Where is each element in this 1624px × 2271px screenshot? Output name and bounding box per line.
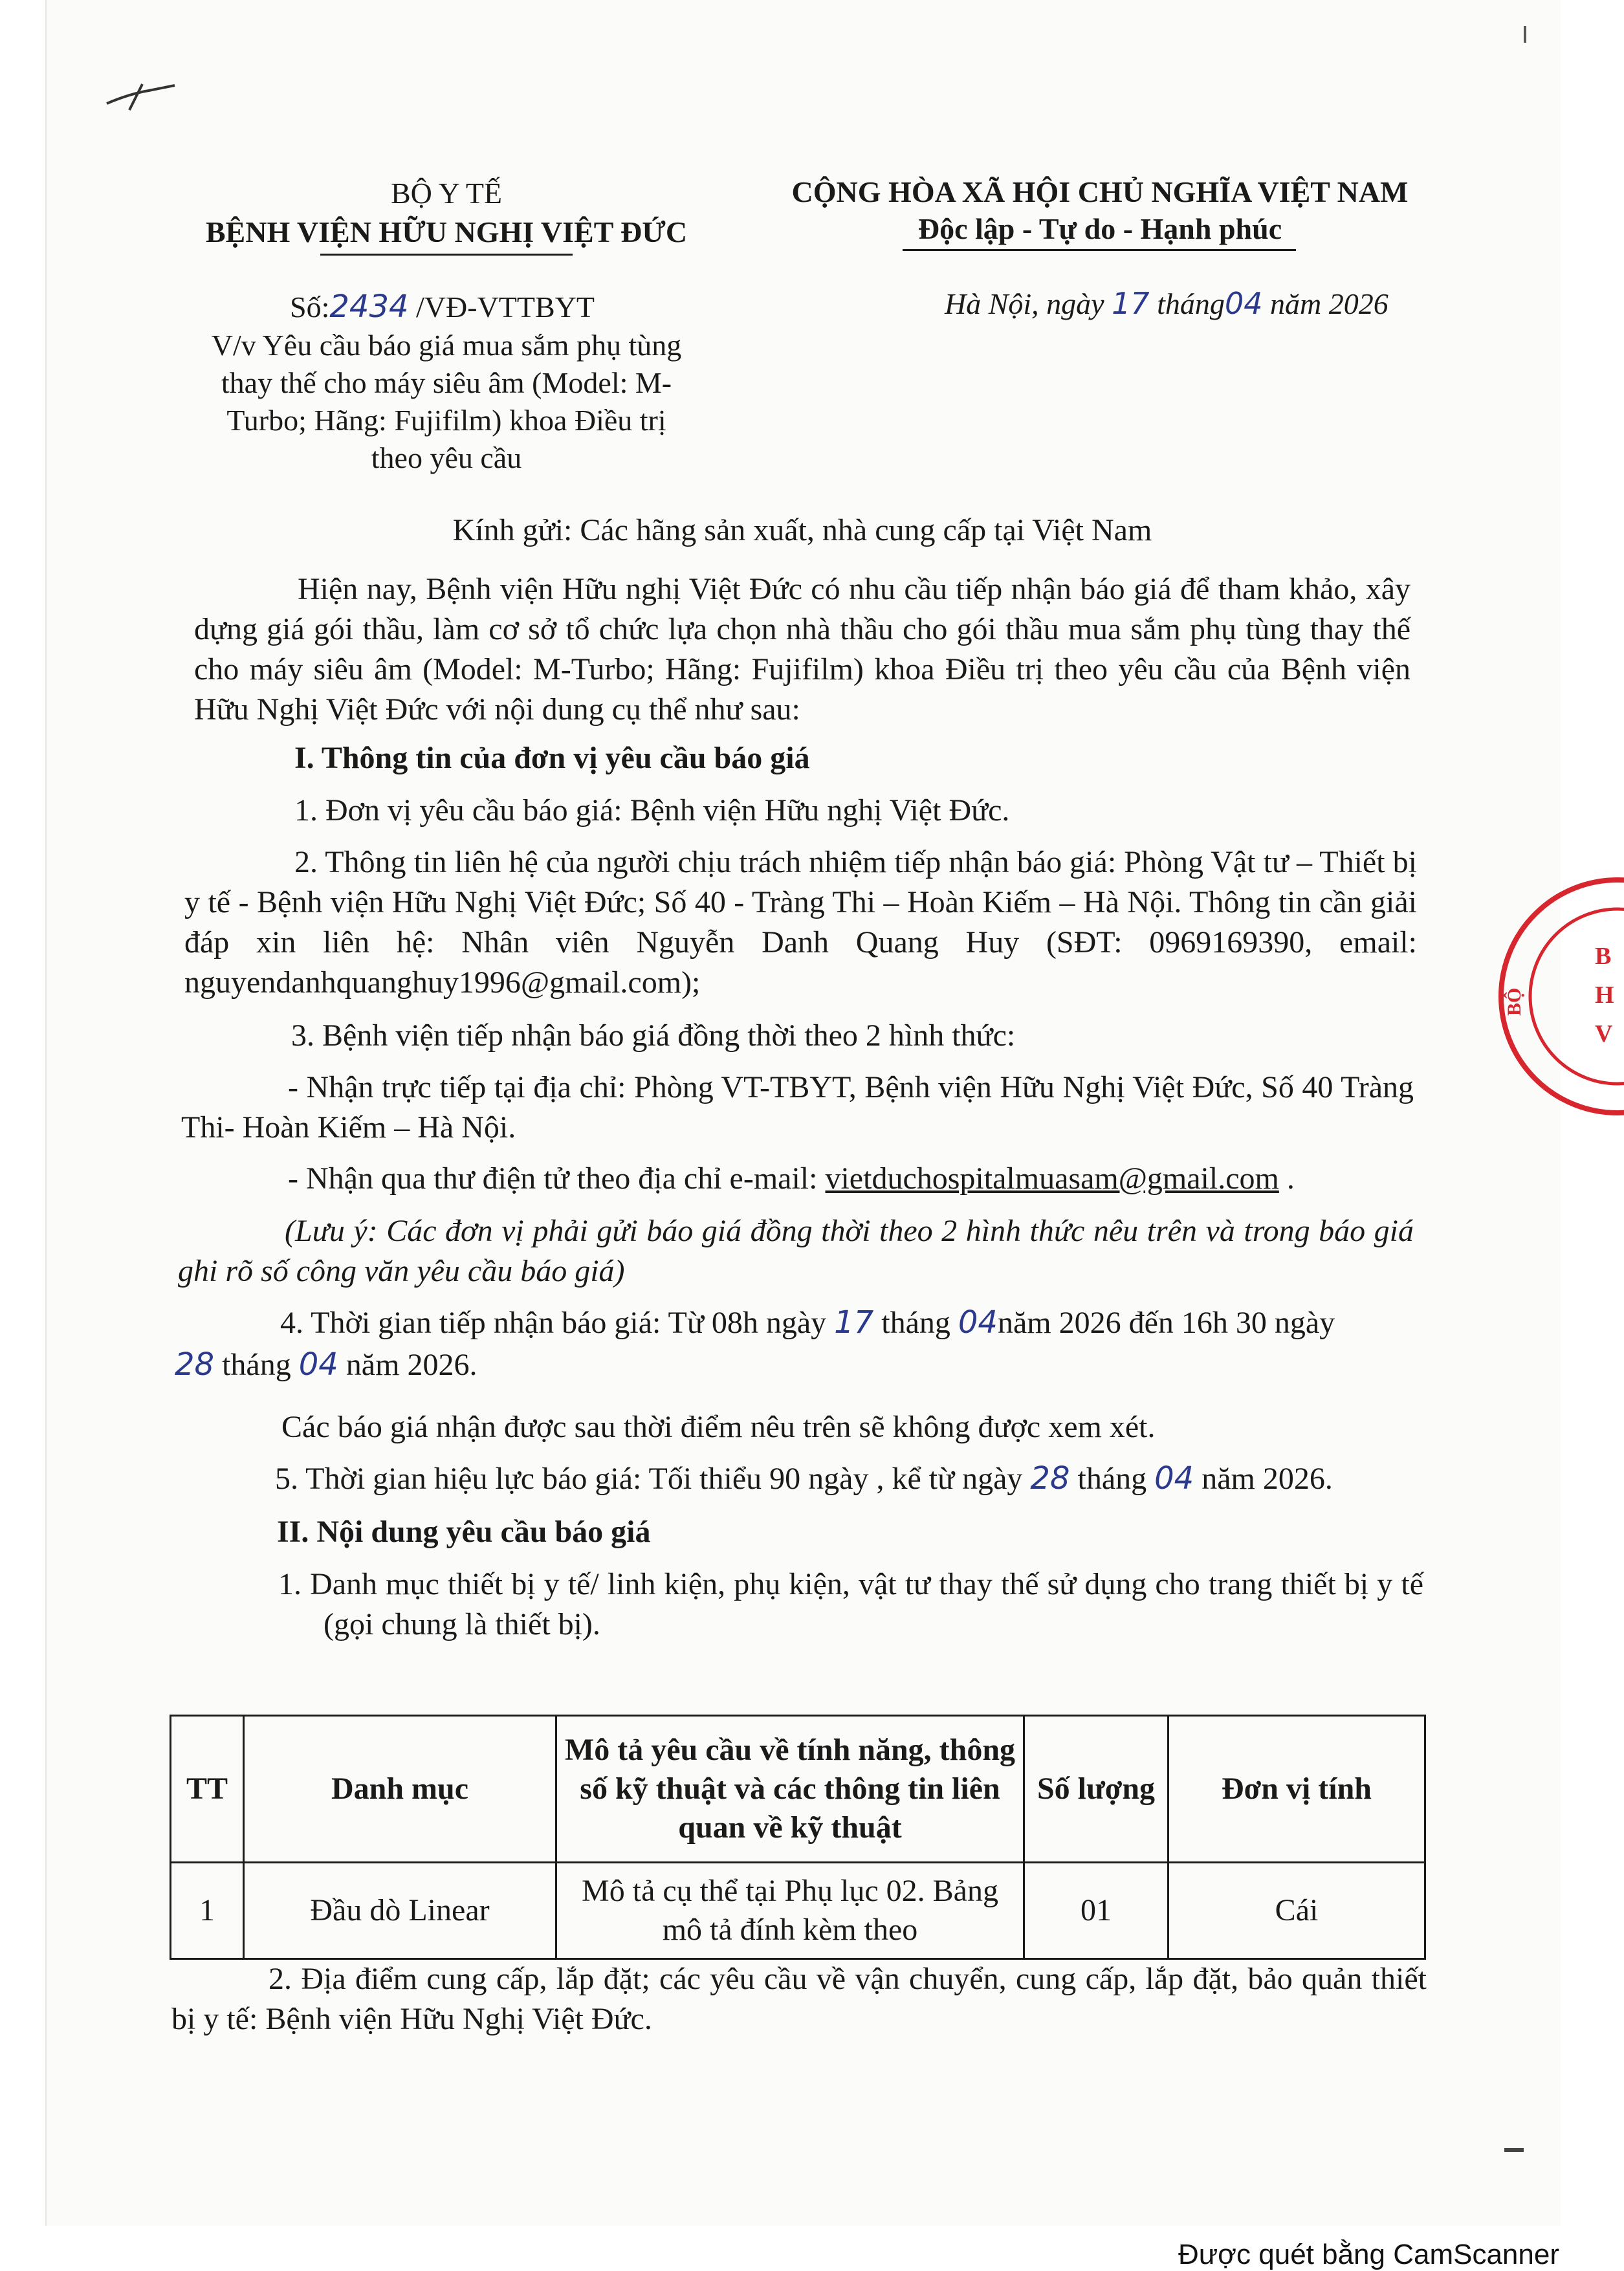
- intro-paragraph: Hiện nay, Bệnh viện Hữu nghị Việt Đức có nhu cầu tiếp nhận báo giá để tham khảo, xây dựng giá gói thầu, làm cơ sở tổ chức lựa chọn nhà thầu cho gói thầu mua sắm phụ tùng thay thế cho máy siêu âm (Model: M-Turbo; Hãng: Fujifilm) khoa Điều trị theo yêu cầu của Bệnh viện Hữu Nghị Việt Đức với nội dung cụ thể như sau:: [194, 572, 1410, 727]
- doc-no-suffix: /VĐ-VTTBYT: [416, 291, 595, 324]
- item4-day-end: 28: [175, 1346, 215, 1383]
- col-header-unit: Đơn vị tính: [1169, 1716, 1425, 1863]
- doc-no-prefix: Số:: [290, 291, 330, 324]
- date-day-handwritten: 17: [1112, 286, 1150, 321]
- handwritten-mark: [104, 71, 181, 116]
- svg-text:V: V: [1595, 1020, 1613, 1048]
- late-note: Các báo giá nhận được sau thời điểm nêu trên sẽ không được xem xét.: [281, 1410, 1156, 1444]
- section1-item1: 1. Đơn vị yêu cầu báo giá: Bệnh viện Hữu nghị Việt Đức.: [294, 793, 1010, 828]
- item4-text: tháng: [222, 1348, 291, 1382]
- subject-line: V/v Yêu cầu báo giá mua sắm phụ tùng: [211, 329, 682, 362]
- svg-text:H: H: [1595, 982, 1614, 1009]
- section1-item3b: [288, 1159, 1427, 1198]
- section1-item2: 2. Thông tin liên hệ của người chịu trách nhiệm tiếp nhận báo giá: Phòng Vật tư – Thiết bị y tế - Bệnh viện Hữu Nghị Việt Đức; Số 40 - Tràng Thi – Hoàn Kiếm – Hà Nội. Thông tin cần giải đáp xin liên hệ: Nhân viên Nguyễn Danh Quang Huy (SĐT: 0969169390, email: nguyendanhquanghuy1996@gmail.com);: [184, 845, 1417, 1000]
- cell-item: Đầu dò Linear: [244, 1863, 556, 1959]
- scan-speck: [1504, 2148, 1524, 2152]
- recipient: Kính gửi: Các hãng sản xuất, nhà cung cấp tại Việt Nam: [452, 513, 1152, 547]
- subject-line: Turbo; Hãng: Fujifilm) khoa Điều trị: [226, 404, 666, 437]
- scanner-watermark: Được quét bằng CamScanner: [1178, 2239, 1559, 2270]
- item5-day: 28: [1030, 1460, 1070, 1497]
- date-month-label: tháng: [1157, 287, 1225, 320]
- subject-line: thay thế cho máy siêu âm (Model: M-: [221, 366, 672, 399]
- item5-text: năm 2026.: [1202, 1462, 1333, 1496]
- email-suffix: .: [1286, 1161, 1295, 1196]
- item5-text: tháng: [1077, 1462, 1147, 1496]
- hospital-name-text: BỆNH VIỆN HỮU NGHỊ VIỆT ĐỨC: [205, 215, 688, 248]
- country-name: CỘNG HÒA XÃ HỘI CHỦ NGHĨA VIỆT NAM: [791, 175, 1409, 208]
- section1-item4: [175, 1302, 1420, 1386]
- item4-month-start: 04: [958, 1304, 998, 1341]
- section1-item3a: - Nhận trực tiếp tại địa chỉ: Phòng VT-TBYT, Bệnh viện Hữu Nghị Việt Đức, Số 40 Tràng Thi- Hoàn Kiếm – Hà Nội.: [181, 1070, 1414, 1145]
- doc-no-handwritten: 2434: [329, 289, 409, 325]
- ministry-name: BỘ Y TẾ: [390, 177, 503, 210]
- svg-text:B: B: [1595, 943, 1612, 970]
- col-header-item: Danh mục: [244, 1716, 556, 1863]
- subject-block: [162, 327, 731, 477]
- svg-text:BỘ: BỘ: [1504, 987, 1525, 1016]
- place-date: [945, 285, 1462, 323]
- col-header-tt: TT: [171, 1716, 244, 1863]
- col-header-quantity: Số lượng: [1024, 1716, 1169, 1863]
- cell-quantity: 01: [1024, 1863, 1169, 1959]
- item4-text: tháng: [881, 1306, 950, 1340]
- section2-heading: II. Nội dung yêu cầu báo giá: [277, 1515, 651, 1549]
- item4-text: 4. Thời gian tiếp nhận báo giá: Từ 08h ngày: [280, 1306, 827, 1340]
- date-prefix: Hà Nội, ngày: [945, 287, 1104, 320]
- note-paragraph: (Lưu ý: Các đơn vị phải gửi báo giá đồng thời theo 2 hình thức nêu trên và trong báo giá ghi rõ số công văn yêu cầu báo giá): [178, 1214, 1414, 1288]
- document-number: [290, 288, 743, 326]
- official-stamp: [1482, 867, 1624, 1126]
- email-link[interactable]: vietduchospitalmuasam@gmail.com: [825, 1161, 1279, 1196]
- col-header-description: Mô tả yêu cầu về tính năng, thông số kỹ thuật và các thông tin liên quan về kỹ thuật: [556, 1716, 1024, 1863]
- section2-item1: 1. Danh mục thiết bị y tế/ linh kiện, phụ kiện, vật tư thay thế sử dụng cho trang thiết bị y tế (gọi chung là thiết bị).: [278, 1567, 1423, 1641]
- item4-month-end: 04: [298, 1346, 338, 1383]
- cell-tt: 1: [171, 1863, 244, 1959]
- email-label: - Nhận qua thư điện tử theo địa chỉ e-mail:: [288, 1161, 818, 1196]
- hospital-name: [155, 214, 738, 251]
- scan-speck: [1524, 26, 1526, 43]
- section2-item2: 2. Địa điểm cung cấp, lắp đặt; các yêu cầu về vận chuyển, cung cấp, lắp đặt, bảo quản thiết bị y tế: Bệnh viện Hữu Nghị Việt Đức.: [171, 1962, 1427, 2036]
- item4-text: năm 2026.: [346, 1348, 477, 1382]
- item5-month: 04: [1154, 1460, 1194, 1497]
- item4-day-start: 17: [834, 1304, 874, 1341]
- section1-heading: I. Thông tin của đơn vị yêu cầu báo giá: [294, 741, 810, 775]
- subject-line: theo yêu cầu: [371, 441, 522, 474]
- national-motto: Độc lập - Tự do - Hạnh phúc: [917, 212, 1282, 245]
- equipment-table: [170, 1715, 1426, 1960]
- item4-text: năm 2026 đến 16h 30 ngày: [997, 1306, 1335, 1340]
- cell-unit: Cái: [1169, 1863, 1425, 1959]
- cell-description: Mô tả cụ thể tại Phụ lục 02. Bảng mô tả đính kèm theo: [556, 1863, 1024, 1959]
- date-year: năm 2026: [1269, 287, 1388, 320]
- section1-item3: 3. Bệnh viện tiếp nhận báo giá đồng thời theo 2 hình thức:: [291, 1018, 1016, 1053]
- date-month-handwritten: 04: [1224, 286, 1263, 321]
- table-row: [171, 1863, 1425, 1959]
- motto-underline: [903, 249, 1296, 251]
- table-header-row: [171, 1716, 1425, 1863]
- item5-text: 5. Thời gian hiệu lực báo giá: Tối thiểu 90 ngày , kể từ ngày: [275, 1462, 1023, 1496]
- hospital-underline: [320, 254, 573, 256]
- section1-item5: [275, 1459, 1427, 1498]
